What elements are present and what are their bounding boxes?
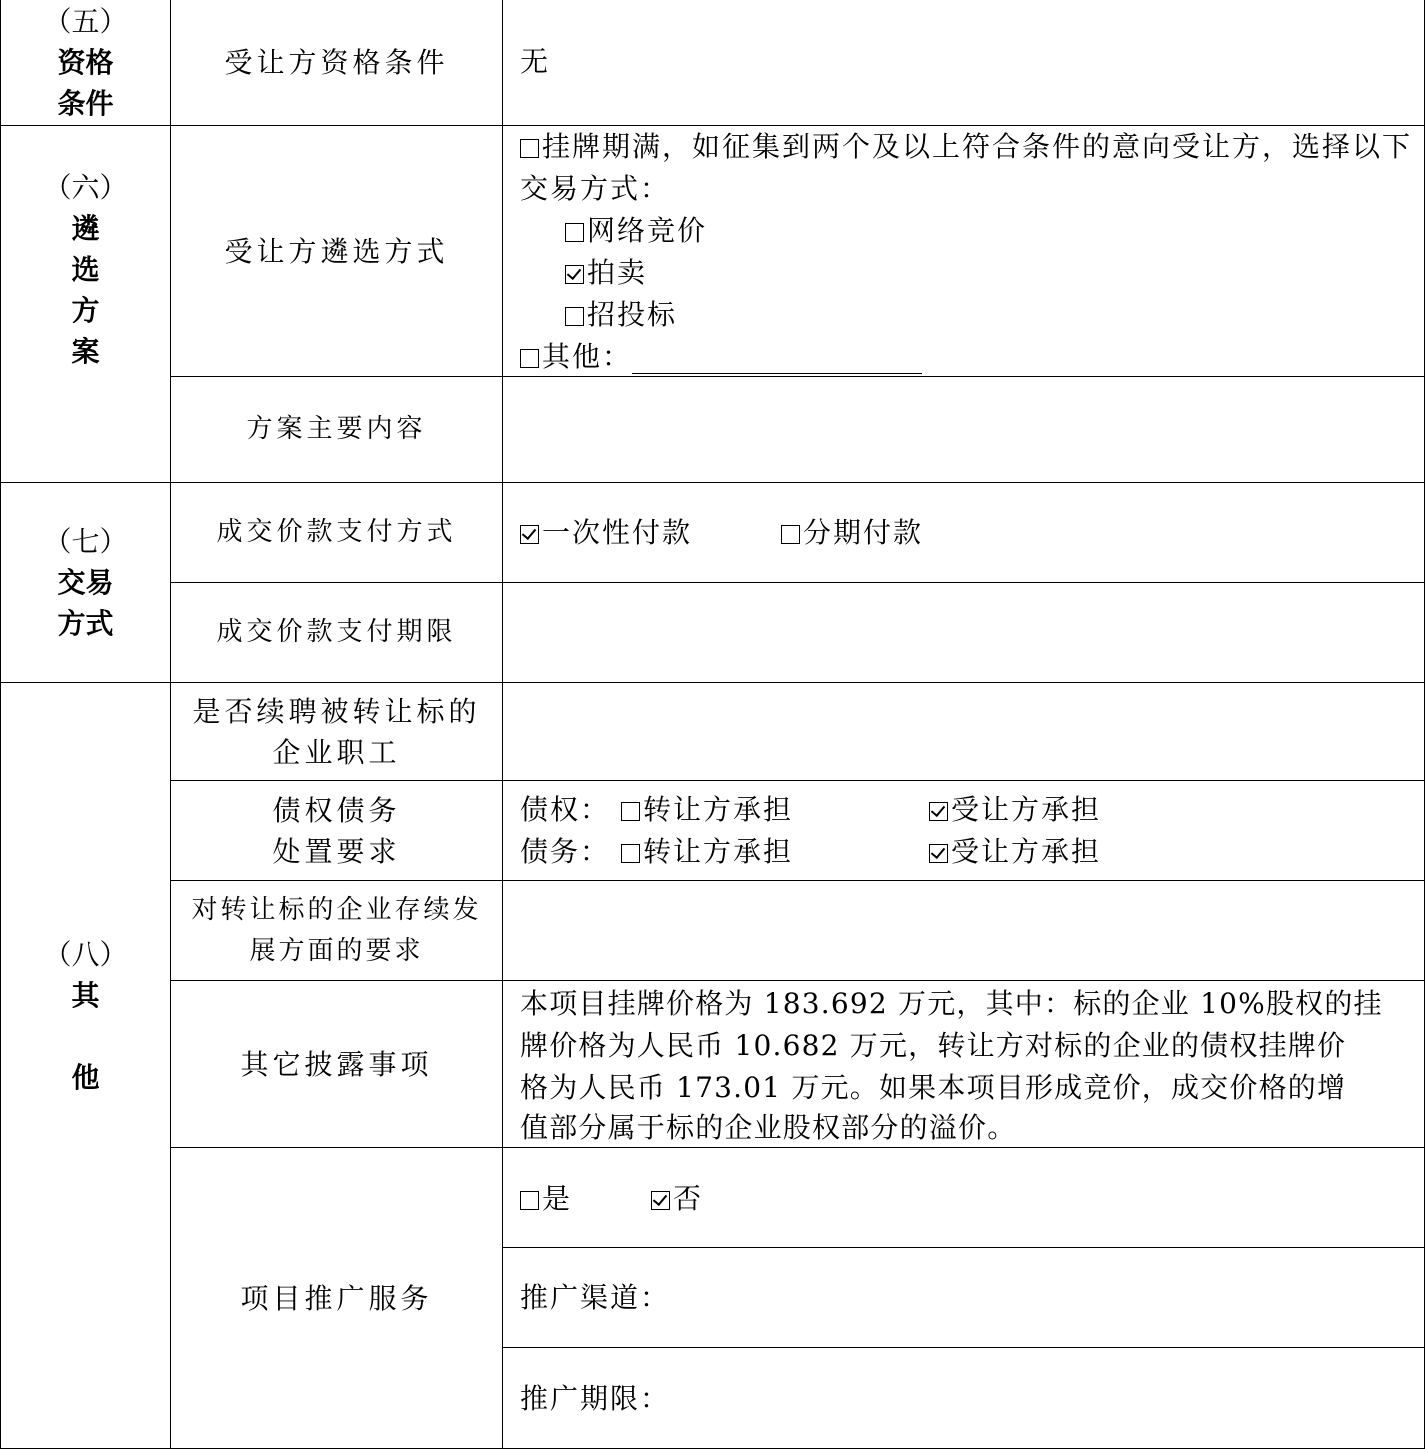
selection-intro-line <box>520 126 1412 168</box>
value-cell-plan-content[interactable] <box>502 376 1425 483</box>
value-cell-staff[interactable] <box>502 682 1425 781</box>
value-cell-promo-channel[interactable] <box>502 1247 1425 1348</box>
value-cell-payment-period[interactable] <box>502 582 1425 683</box>
category-line: 方式 <box>57 607 114 640</box>
checkbox-other[interactable] <box>520 349 539 368</box>
category-line: 案 <box>71 334 100 368</box>
category-number: （八） <box>43 937 128 971</box>
category-line: 他 <box>71 1060 100 1094</box>
field-label-dev-line: 展方面的要求 <box>249 935 424 966</box>
option-debts-transferee <box>929 831 1101 873</box>
field-label-payment-period: 成交价款支付期限 <box>216 617 457 647</box>
option-label: 是 <box>542 1182 573 1215</box>
debt-row-claims <box>520 789 610 831</box>
option-promo-no <box>651 1178 703 1220</box>
option-label: 招投标 <box>587 298 678 331</box>
label-cell <box>170 682 503 781</box>
label-cell <box>170 980 503 1148</box>
category-number: （六） <box>43 170 128 204</box>
option-installment <box>781 512 923 554</box>
option-debts-transferor <box>621 831 793 873</box>
label-cell <box>170 780 503 881</box>
other-fill-line[interactable] <box>632 347 922 374</box>
checkbox-promo-yes[interactable] <box>520 1191 539 1210</box>
field-label-staff-line: 是否续聘被转让标的 <box>192 694 481 728</box>
category-line: 条件 <box>57 86 114 120</box>
checkbox-claims-transferor[interactable] <box>621 802 640 821</box>
debt-row-debts <box>520 831 610 873</box>
selection-intro-text: 挂牌期满，如征集到两个及以上符合条件的意向受让方，选择以下 <box>542 130 1413 163</box>
option-label: 转让方承担 <box>643 835 794 868</box>
option-label: 拍卖 <box>587 256 648 289</box>
option-label: 转让方承担 <box>643 793 794 826</box>
option-label: 否 <box>673 1182 704 1215</box>
debt-row-prefix: 债务： <box>520 835 611 868</box>
checkbox-debts-transferor[interactable] <box>621 844 640 863</box>
category-cell-other <box>0 682 171 1449</box>
checkbox-listing-expiry[interactable] <box>520 139 539 158</box>
value-cell-promo-choice <box>502 1147 1425 1248</box>
promo-period-label: 推广期限： <box>520 1382 671 1415</box>
category-line: 交易 <box>57 566 114 599</box>
field-label-qualification: 受让方资格条件 <box>224 45 449 79</box>
checkbox-debts-transferee[interactable] <box>929 844 948 863</box>
option-tender <box>565 294 677 336</box>
value-cell-disclosure <box>502 980 1425 1148</box>
field-label-payment-method: 成交价款支付方式 <box>216 517 457 547</box>
field-label-promotion: 项目推广服务 <box>240 1281 433 1315</box>
value-cell-dev[interactable] <box>502 880 1425 981</box>
value-cell-payment-method <box>502 482 1425 583</box>
category-number: （五） <box>43 4 128 38</box>
disclosure-line: 格为人民币 173.01 万元。如果本项目形成竞价，成交价格的增 <box>520 1071 1347 1104</box>
qualification-value: 无 <box>520 45 551 78</box>
value-cell-qualification <box>502 0 1425 126</box>
option-claims-transferor <box>621 789 793 831</box>
checkbox-tender[interactable] <box>565 307 584 326</box>
checkbox-auction[interactable] <box>565 265 584 284</box>
label-cell <box>170 482 503 583</box>
checkbox-installment[interactable] <box>781 525 800 544</box>
category-line: 资格 <box>57 45 114 79</box>
label-cell <box>170 582 503 683</box>
category-line: 其 <box>71 978 100 1012</box>
category-cell-selection <box>0 125 171 483</box>
checkbox-online-bidding[interactable] <box>565 223 584 242</box>
checkbox-promo-no[interactable] <box>651 1191 670 1210</box>
option-promo-yes <box>520 1178 572 1220</box>
checkbox-claims-transferee[interactable] <box>929 802 948 821</box>
field-label-selection-method: 受让方遴选方式 <box>224 234 449 268</box>
field-label-debt-line: 债权债务 <box>272 793 401 827</box>
disclosure-line: 牌价格为人民币 10.682 万元，转让方对标的企业的债权挂牌价 <box>520 1029 1347 1062</box>
value-cell-debt <box>502 780 1425 881</box>
value-cell-selection-method <box>502 125 1425 377</box>
checkbox-lump-sum[interactable] <box>520 525 539 544</box>
category-line: 遴 <box>71 211 100 245</box>
promo-channel-label: 推广渠道： <box>520 1281 671 1314</box>
label-cell <box>170 880 503 981</box>
option-label: 其他： <box>542 340 633 373</box>
option-auction <box>565 252 647 294</box>
option-other <box>520 336 922 378</box>
value-cell-promo-period[interactable] <box>502 1347 1425 1449</box>
category-number: （七） <box>43 525 128 558</box>
disclosure-line: 本项目挂牌价格为 183.692 万元，其中：标的企业 10%股权的挂 <box>520 987 1383 1020</box>
option-label: 一次性付款 <box>542 516 693 549</box>
debt-row-prefix: 债权： <box>520 793 611 826</box>
option-lump-sum <box>520 512 692 554</box>
category-cell-transaction <box>0 482 171 683</box>
disclosure-line: 值部分属于标的企业股权部分的溢价。 <box>520 1111 1017 1144</box>
field-label-plan-content: 方案主要内容 <box>246 414 427 444</box>
option-online-bidding <box>565 210 707 252</box>
option-label: 受让方承担 <box>951 835 1102 868</box>
label-cell <box>170 376 503 483</box>
field-label-staff-line: 企业职工 <box>272 735 401 769</box>
label-cell <box>170 0 503 126</box>
option-label: 受让方承担 <box>951 793 1102 826</box>
label-cell <box>170 1147 503 1449</box>
category-line: 选 <box>71 252 100 286</box>
category-line: 方 <box>71 293 100 327</box>
field-label-dev-line: 对转让标的企业存续发 <box>191 894 482 925</box>
option-label: 网络竞价 <box>587 214 708 247</box>
category-cell-qualification <box>0 0 171 126</box>
field-label-disclosure: 其它披露事项 <box>240 1047 433 1081</box>
selection-intro-line: 交易方式： <box>520 172 671 205</box>
label-cell <box>170 125 503 377</box>
option-claims-transferee <box>929 789 1101 831</box>
field-label-debt-line: 处置要求 <box>272 834 401 868</box>
option-label: 分期付款 <box>803 516 924 549</box>
